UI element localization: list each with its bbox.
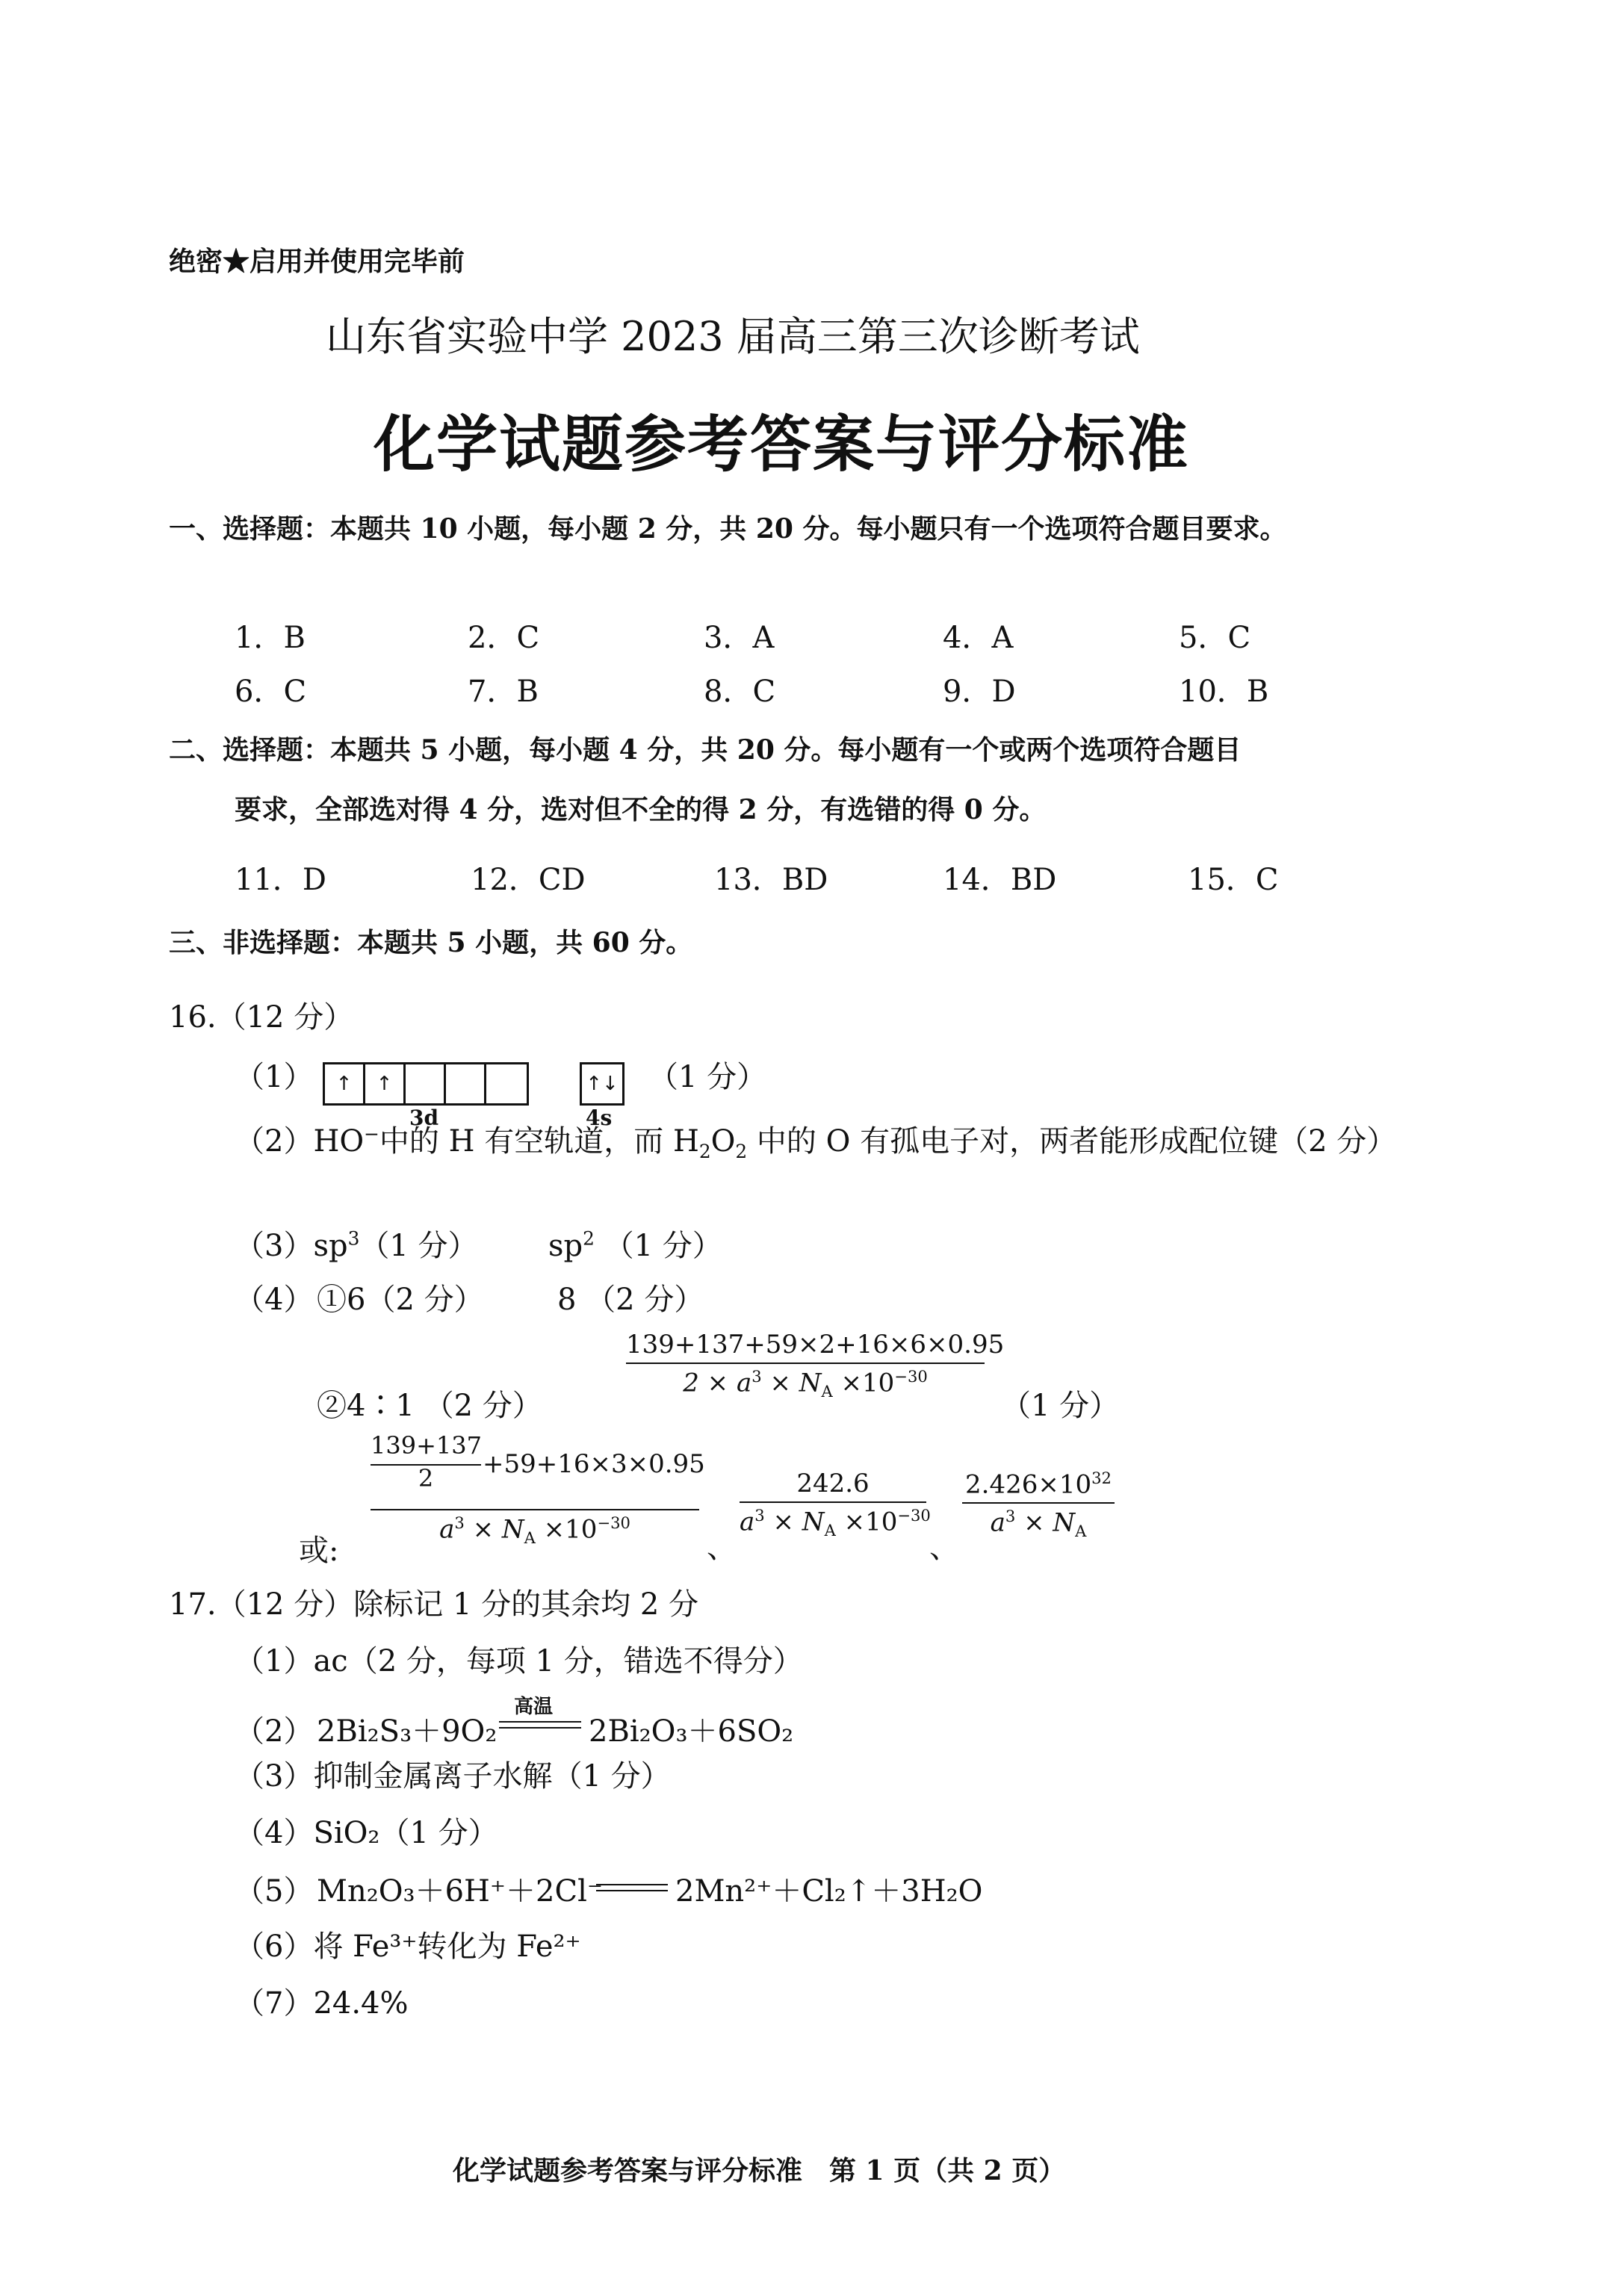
q16-p3-b-line: [548, 1222, 722, 1265]
q17-p5-right: 2Mn²⁺＋Cl₂↑＋3H₂O: [675, 1874, 983, 1909]
separator-2: 、: [929, 1531, 959, 1565]
page-title: 化学试题参考答案与评分标准: [374, 409, 1190, 480]
q17-p5-left: Mn₂O₃＋6H⁺＋2Cl⁻: [317, 1874, 603, 1909]
formula-1-denominator: $2 \times a^3 \times N_A \times 10^{-30}$: [683, 1367, 928, 1401]
density-formula-2: [371, 1431, 705, 1548]
q16-p2-e: 2: [735, 1141, 748, 1162]
formula-3-denominator: $a^3 \times N_A \times 10^{-30}$: [740, 1506, 931, 1540]
density-formula-3: [740, 1469, 931, 1540]
density-formula-1: [626, 1330, 1005, 1401]
q16-p3-b-score: （1 分）: [594, 1229, 722, 1263]
formula-1-score: （1 分）: [1001, 1389, 1120, 1423]
q16-p1-score: （1 分）: [648, 1060, 767, 1094]
formula-2-denominator: $a^3 \times N_A \times 10^{-30}$: [439, 1513, 630, 1548]
reaction-equals-sign: [596, 1884, 668, 1891]
q16-p4-1: ①6（2 分）: [317, 1283, 484, 1317]
q17-p2-label: （2）: [235, 1714, 314, 1749]
q16-p3-a-sup: 3: [347, 1227, 360, 1250]
q16-p4-label: （4）: [235, 1283, 314, 1317]
answer-4: 4．A: [943, 621, 1014, 655]
q16-p2-f: 中的 O 有孤电子对，两者能形成配位键（2 分）: [747, 1124, 1397, 1159]
school-title: 山东省实验中学 2023 届高三第三次诊断考试: [326, 313, 1140, 360]
reaction-equals-sign: [499, 1721, 581, 1729]
orbital-4s-label: 4s: [586, 1106, 613, 1130]
q17-p3: （3）抑制金属离子水解（1 分）: [235, 1759, 671, 1794]
q17-p7: （7）24.4%: [235, 1986, 409, 2021]
orbital-3d-diagram: [323, 1062, 529, 1106]
orbital-4s-diagram: [580, 1062, 625, 1106]
q17-p2-condition: 高温: [514, 1696, 554, 1718]
q16-p3-b: sp: [548, 1229, 583, 1263]
q16-p3-b-sup: 2: [583, 1227, 595, 1250]
q16-p2-c: 2: [698, 1141, 711, 1162]
q17-p2-left: 2Bi₂S₃＋9O₂: [317, 1714, 498, 1749]
answer-13: 13．BD: [714, 863, 828, 897]
formula-4-numerator: $2.426\times 10^{32}$: [965, 1469, 1112, 1500]
section2-heading-line1: 二、选择题：本题共 5 小题，每小题 4 分，共 20 分。每小题有一个或两个选项符合题目: [169, 734, 1242, 766]
orbital-3d-cell: [486, 1064, 527, 1103]
q16-p2-label: （2）: [235, 1124, 314, 1159]
q16-p2: （2）HO−中的 H 有空轨道，而 $H_2O_2$ 中的 O 有孤电子对，两者能形成配位键（2 分）: [235, 1123, 1397, 1162]
q16-p2-b: 中的 H 有空轨道，而 H: [379, 1124, 699, 1159]
orbital-4s-cell: ↑↓: [586, 1073, 619, 1095]
formula-1-numerator: 139+137+59×2+16×6×0.95: [626, 1330, 1005, 1360]
section1-heading: 一、选择题：本题共 10 小题，每小题 2 分，共 20 分。每小题只有一个选项符合题目要求。: [169, 513, 1287, 545]
density-formula-4: [962, 1469, 1115, 1540]
q16-p3-a-score: （1 分）: [359, 1229, 478, 1263]
q16-p3: [235, 1222, 478, 1265]
section3-heading: 三、非选择题：本题共 5 小题，共 60 分。: [169, 927, 693, 958]
page-footer: 化学试题参考答案与评分标准 第 1 页（共 2 页）: [453, 2155, 1066, 2186]
or-label: 或:: [299, 1534, 339, 1568]
q17-p6: （6）将 Fe³⁺转化为 Fe²⁺: [235, 1929, 581, 1964]
answer-2: 2．C: [468, 621, 540, 655]
q17-title: 17.（12 分）除标记 1 分的其余均 2 分: [169, 1587, 698, 1622]
q17-p2-right: 2Bi₂O₃＋6SO₂: [589, 1714, 794, 1749]
orbital-3d-label: 3d: [409, 1106, 439, 1130]
q16-p2-d: O: [710, 1124, 736, 1159]
answer-10: 10．B: [1179, 675, 1269, 709]
orbital-3d-cell: ↑: [325, 1064, 365, 1103]
answer-3: 3．A: [704, 621, 775, 655]
separator-1: 、: [707, 1531, 737, 1565]
answer-6: 6．C: [235, 675, 307, 709]
orbital-3d-cell: [406, 1064, 446, 1103]
q17-p5-label: （5）: [235, 1874, 314, 1909]
q16-p3-a: sp: [313, 1229, 348, 1263]
answer-8: 8．C: [704, 675, 776, 709]
answer-5: 5．C: [1179, 621, 1251, 655]
answer-14: 14．BD: [943, 863, 1057, 897]
q16-p1-label: （1）: [235, 1060, 314, 1094]
formula-4-denominator: $a^3 \times N_A$: [990, 1507, 1087, 1541]
answer-15: 15．C: [1188, 863, 1279, 897]
formula-2-numerator: 139+137 2 +59+16×3×0.95: [371, 1431, 705, 1492]
answer-7: 7．B: [468, 675, 539, 709]
answer-9: 9．D: [943, 675, 1016, 709]
q17-p4: （4）SiO₂（1 分）: [235, 1816, 498, 1850]
q16-p4-ratio: ②4∶1 （2 分）: [317, 1389, 542, 1423]
orbital-3d-cell: [446, 1064, 486, 1103]
q16-title: 16.（12 分）: [169, 1000, 354, 1035]
q16-p3-label: （3）: [235, 1229, 314, 1263]
formula-3-numerator: 242.6: [796, 1469, 870, 1498]
q16-p2-a: HO: [313, 1124, 365, 1159]
answer-12: 12．CD: [471, 863, 586, 897]
answer-1: 1．B: [235, 621, 306, 655]
secret-label: 绝密★启用并使用完毕前: [169, 246, 465, 277]
q17-p1: （1）ac（2 分，每项 1 分，错选不得分）: [235, 1644, 803, 1678]
section2-heading-line2: 要求，全部选对得 4 分，选对但不全的得 2 分，有选错的得 0 分。: [235, 794, 1047, 825]
orbital-3d-cell: ↑: [365, 1064, 406, 1103]
answer-11: 11．D: [235, 863, 326, 897]
q16-p4-2: 8 （2 分）: [557, 1283, 704, 1317]
